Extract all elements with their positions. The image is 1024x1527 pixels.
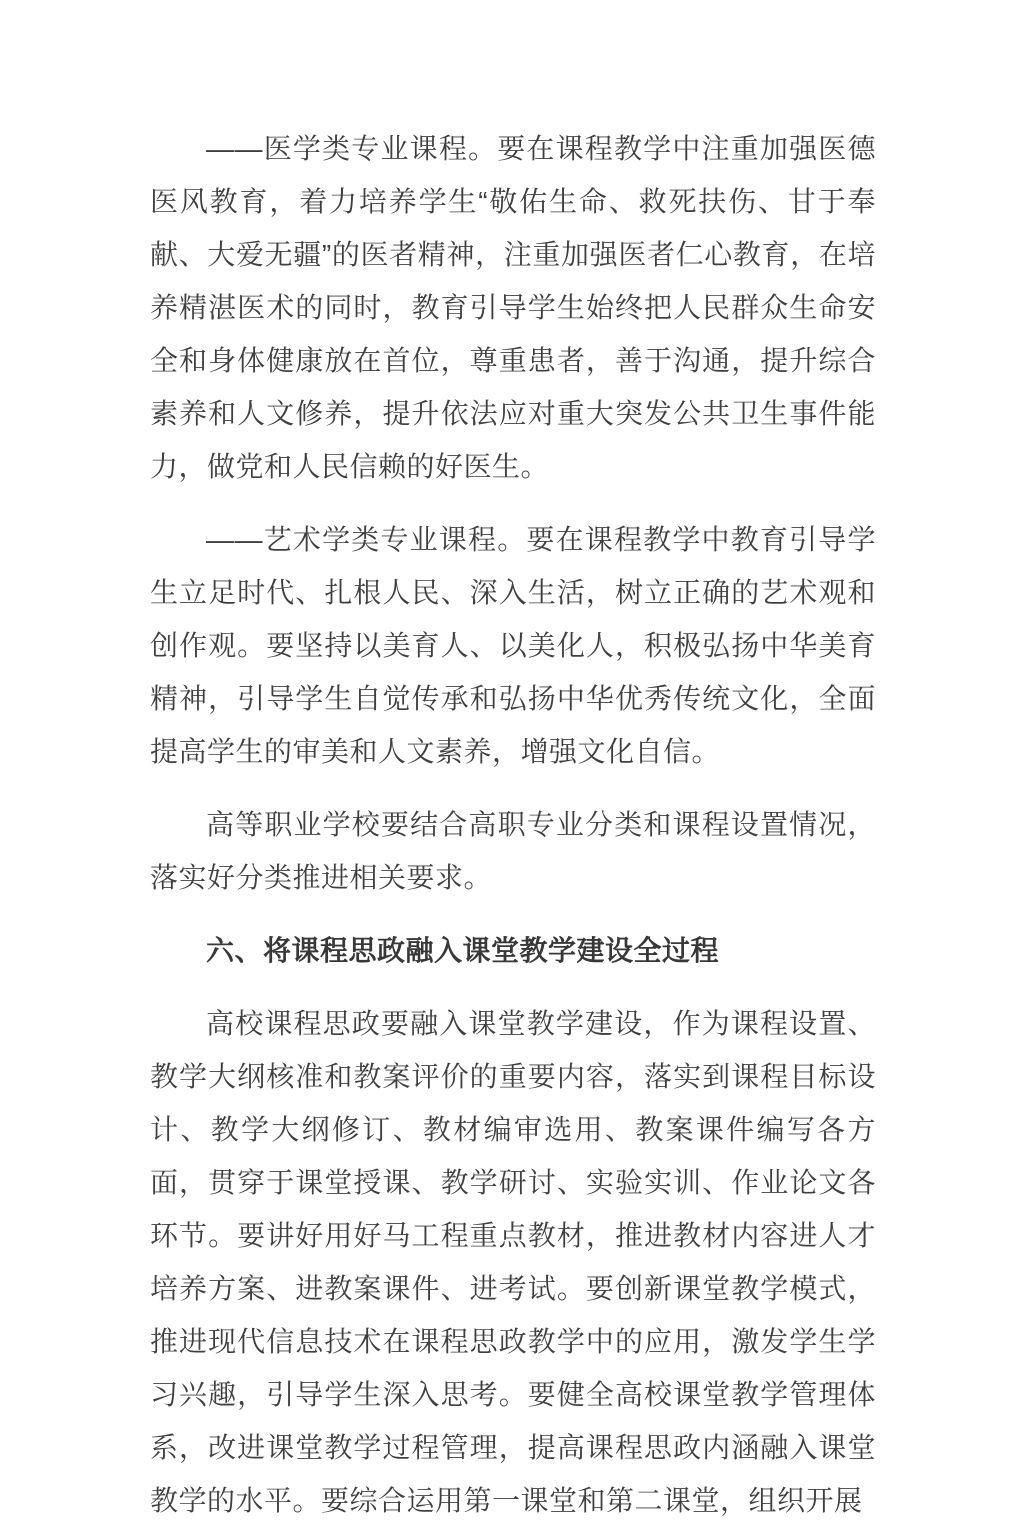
- section-heading-six: 六、将课程思政融入课堂教学建设全过程: [206, 935, 720, 966]
- paragraph-vocational-schools: 高等职业学校要结合高职专业分类和课程设置情况，落实好分类推进相关要求。: [150, 809, 876, 893]
- paragraph-art-courses: ——艺术学类专业课程。要在课程教学中教育引导学生立足时代、扎根人民、深入生活，树立正确的艺术观和创作观。要坚持以美育人、以美化人，积极弘扬中华美育精神，引导学生自觉传承和弘扬中华优秀传统文化，全面提高学生的审美和人文素养，增强文化自信。: [150, 524, 876, 767]
- paragraph-medical-courses: ——医学类专业课程。要在课程教学中注重加强医德医风教育，着力培养学生“敬佑生命、救死扶伤、甘于奉献、大爱无疆”的医者精神，注重加强医者仁心教育，在培养精湛医术的同时，教育引导学生始终把人民群众生命安全和身体健康放在首位，尊重患者，善于沟通，提升综合素养和人文修养，提升依法应对重大突发公共卫生事件能力，做党和人民信赖的好医生。: [150, 133, 876, 482]
- paragraph-classroom-teaching-integration: 高校课程思政要融入课堂教学建设，作为课程设置、教学大纲核准和教案评价的重要内容，落实到课程目标设计、教学大纲修订、教材编审选用、教案课件编写各方面，贯穿于课堂授课、教学研讨、实验实训、作业论文各环节。要讲好用好马工程重点教材，推进教材内容进人才培养方案、进教案课件、进考试。要创新课堂教学模式，推进现代信息技术在课程思政教学中的应用，激发学生学习兴趣，引导学生深入思考。要健全高校课堂教学管理体系，改进课堂教学过程管理，提高课程思政内涵融入课堂教学的水平。要综合运用第一课堂和第二课堂，组织开展: [150, 1008, 876, 1516]
